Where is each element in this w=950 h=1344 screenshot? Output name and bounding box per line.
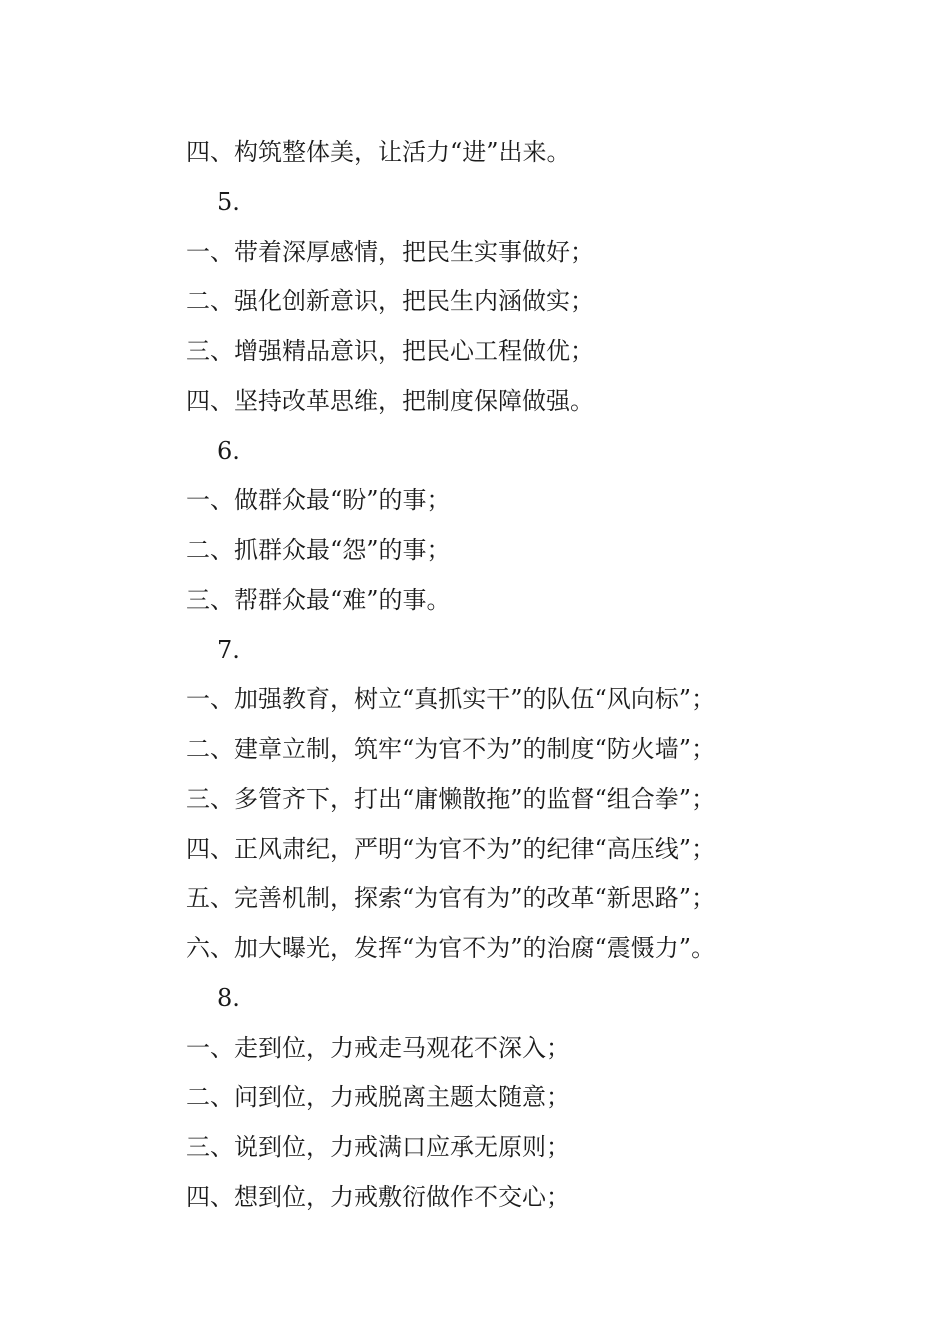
list-item: 三、增强精品意识，把民心工程做优； bbox=[186, 337, 594, 365]
list-item: 一、加强教育，树立“真抓实干”的队伍“风向标”； bbox=[186, 685, 716, 714]
list-item: 四、坚持改革思维，把制度保障做强。 bbox=[186, 386, 594, 415]
document-body bbox=[186, 128, 906, 1223]
section-number: 5. bbox=[217, 187, 240, 216]
list-item: 二、建章立制，筑牢“为官不为”的制度“防火墙”； bbox=[186, 735, 716, 763]
list-item: 四、想到位，力戒敷衍做作不交心； bbox=[186, 1182, 570, 1211]
list-item: 二、问到位，力戒脱离主题太随意； bbox=[186, 1083, 570, 1112]
list-item: 三、帮群众最“难”的事。 bbox=[186, 585, 451, 614]
list-item: 一、做群众最“盼”的事； bbox=[186, 486, 451, 515]
list-item: 一、带着深厚感情，把民生实事做好； bbox=[186, 237, 594, 266]
list-item: 一、走到位，力戒走马观花不深入； bbox=[186, 1033, 570, 1062]
list-item: 四、构筑整体美，让活力“进”出来。 bbox=[186, 138, 571, 166]
list-item: 四、正风肃纪，严明“为官不为”的纪律“高压线”； bbox=[186, 834, 716, 863]
list-item: 二、抓群众最“怨”的事； bbox=[186, 536, 451, 564]
list-item: 三、说到位，力戒满口应承无原则； bbox=[186, 1133, 570, 1161]
section-number: 6. bbox=[217, 436, 240, 465]
list-item: 二、强化创新意识，把民生内涵做实； bbox=[186, 287, 594, 316]
list-item: 三、多管齐下，打出“庸懒散拖”的监督“组合拳”； bbox=[186, 784, 716, 813]
section-number: 7. bbox=[217, 635, 240, 664]
list-item: 五、完善机制，探索“为官有为”的改革“新思路”； bbox=[186, 884, 716, 913]
section-number: 8. bbox=[217, 983, 240, 1012]
list-item: 六、加大曝光，发挥“为官不为”的治腐“震慑力”。 bbox=[186, 934, 716, 962]
